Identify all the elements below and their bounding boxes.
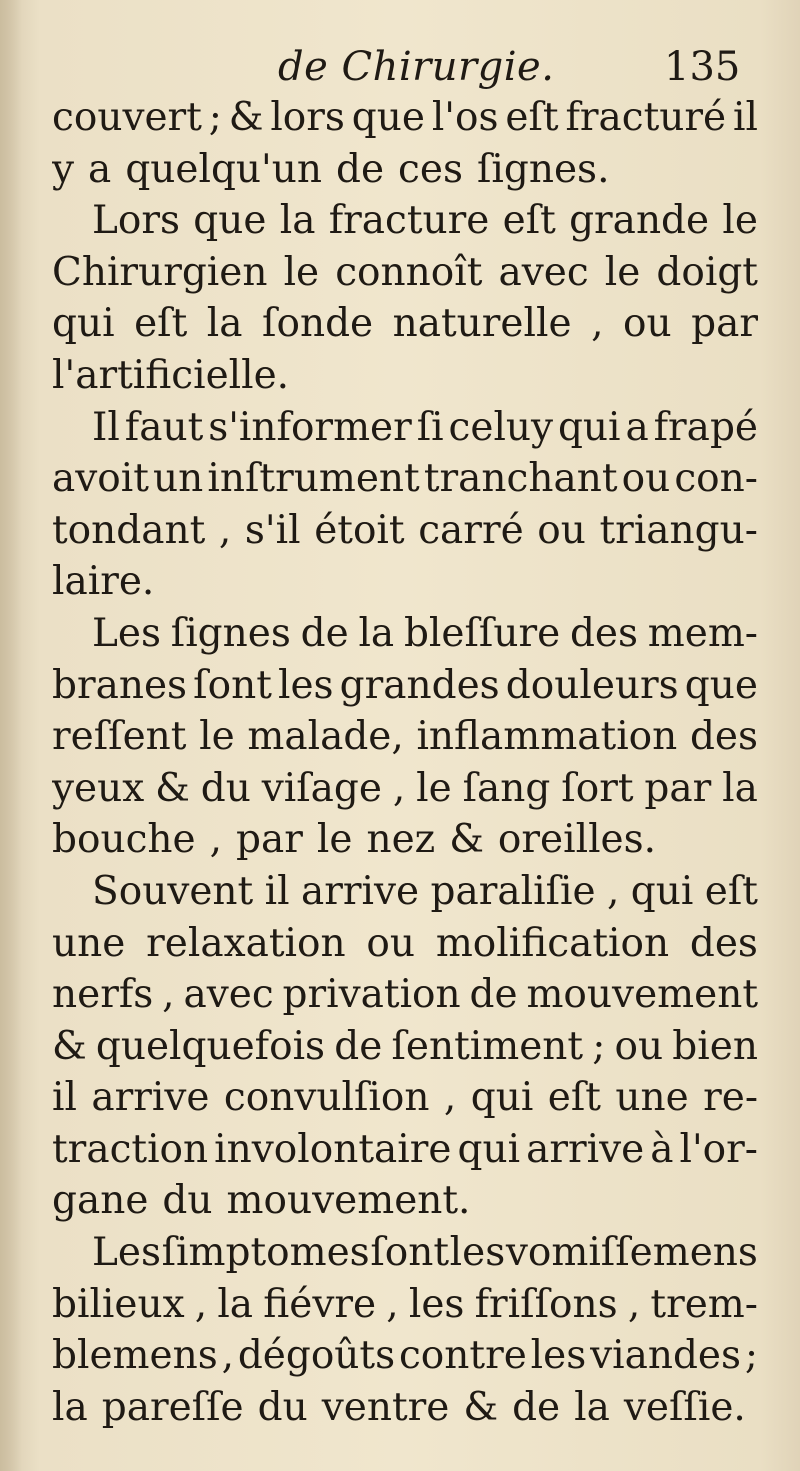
text-line: la pareſſe du ventre & de la veſſie.	[52, 1384, 746, 1430]
text-line: yeux & du viſage , le ſang ſort par la	[52, 765, 758, 811]
text-line: avoit un inſtrument tranchant ou con-	[52, 456, 758, 502]
text-line: qui eſt la ſonde naturelle , ou par	[52, 301, 758, 347]
page-gutter-shadow	[0, 0, 22, 1471]
text-line: gane du mouvement.	[52, 1178, 471, 1224]
text-line: traction involontaire qui arrive à l'or-	[52, 1126, 758, 1172]
text-line: tondant , s'il étoit carré ou triangu-	[52, 507, 758, 553]
text-line: & quelquefois de ſentiment ; ou bien	[52, 1023, 758, 1069]
text-line: reſſent le malade, inflammation des	[52, 714, 758, 760]
page-number: 135	[664, 44, 741, 90]
text-line: Il faut s'informer ſi celuy qui a frapé	[92, 404, 758, 450]
text-line: il arrive convulſion , qui eſt une re-	[52, 1075, 758, 1121]
text-line: Lors que la fracture eſt grande le	[92, 198, 758, 244]
page-header	[0, 40, 800, 100]
text-line: l'artificielle.	[52, 352, 290, 398]
body-text	[52, 92, 758, 1433]
text-line: blemens , dégoûts contre les viandes ;	[52, 1333, 758, 1379]
text-line: branes ſont les grandes douleurs que	[52, 662, 758, 708]
text-line: bouche , par le nez & oreilles.	[52, 817, 657, 863]
text-line: y a quelqu'un de ces ſignes.	[52, 146, 610, 192]
text-line: Les ſignes de la bleſſure des mem-	[92, 610, 758, 656]
text-line: Chirurgien le connoît avec le doigt	[52, 249, 758, 295]
text-line: une relaxation ou molification des	[52, 920, 758, 966]
text-line: Les ſimptomes ſont les vomiſſemens	[92, 1230, 758, 1276]
running-head: de Chirurgie.	[278, 44, 555, 90]
text-line: couvert ; & lors que l'os eſt fracturé il	[52, 95, 758, 140]
text-line: bilieux , la fiévre , les friſſons , trem-	[52, 1281, 758, 1327]
text-line: Souvent il arrive paraliſie , qui eſt	[92, 868, 758, 914]
text-line: nerfs , avec privation de mouvement	[52, 972, 758, 1018]
text-line: laire.	[52, 559, 155, 605]
